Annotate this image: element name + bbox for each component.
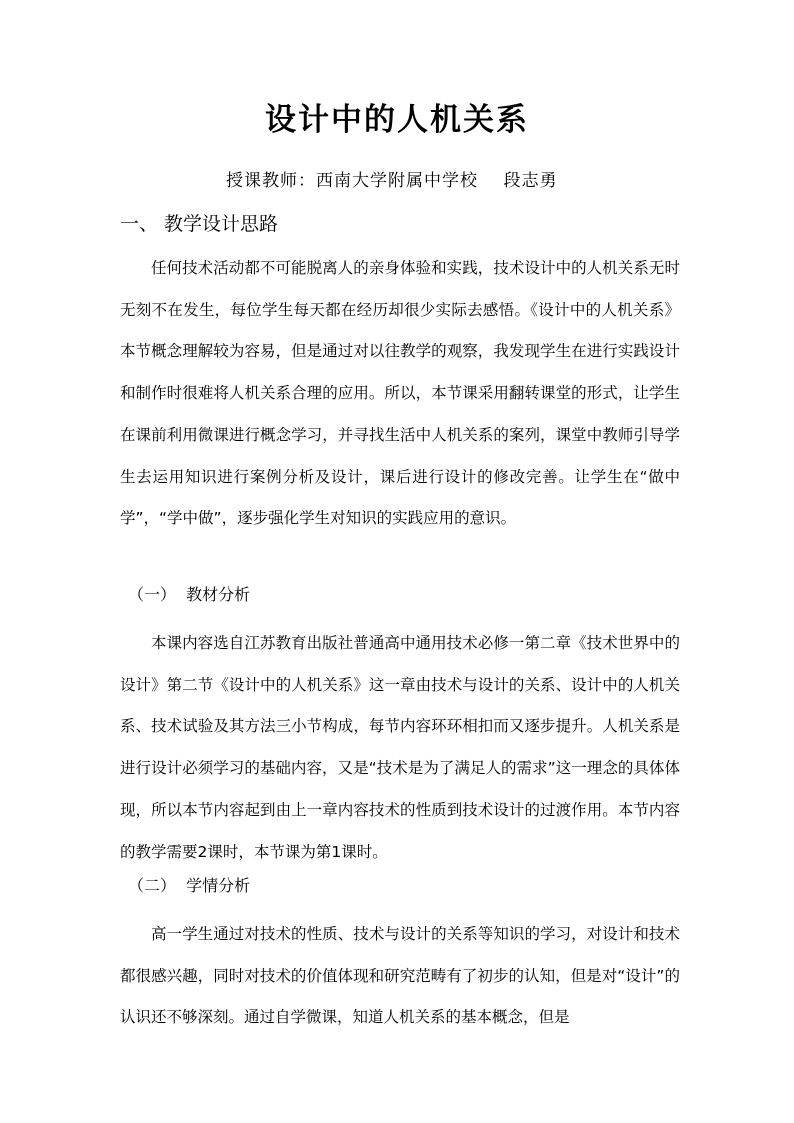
subsection-paragraph-textbook-analysis: 本课内容选自江苏教育出版社普通高中通用技术必修一第二章《技术世界中的设计》第二节《设计中的人机关系》这一章由技术与设计的关系、设计中的人机关系、技术试验及其方法三小节构成，每节内容环环相扣而又逐步提升。人机关系是进行设计必须学习的基础内容，又是“技术是为了满足人的需求”这一理念的具体体现，所以本节内容起到由上一章内容技术的性质到技术设计的过渡作用。本节内容的教学需要2课时，本节课为第1课时。 [120,634,680,861]
section-paragraph-design-ideas: 任何技术活动都不可能脱离人的亲身体验和实践，技术设计中的人机关系无时无刻不在发生，每位学生每天都在经历却很少实际去感悟。《设计中的人机关系》本节概念理解较为容易，但是通过对以往教学的观察，我发现学生在进行实践设计和制作时很难将人机关系合理的应用。所以，本节课采用翻转课堂的形式，让学生在课前利用微课进行概念学习，并寻找生活中人机关系的案列，课堂中教师引导学生去运用知识进行案例分析及设计，课后进行设计的修改完善。让学生在“做中学”，“学中做”，逐步强化学生对知识的实践应用的意识。 [120,259,680,528]
subsection-heading-student-analysis: （二） 学情分析 [128,876,251,895]
page-title: 设计中的人机关系 [265,102,529,138]
subsection-paragraph-student-analysis: 高一学生通过对技术的性质、技术与设计的关系等知识的学习，对设计和技术都很感兴趣，同时对技术的价值体现和研究范畴有了初步的认知，但是对“设计”的认识还不够深刻。通过自学微课，知道人机关系的基本概念，但是 [120,925,680,1027]
teacher-byline: 授课教师：西南大学附属中学校 段志勇 [226,171,558,191]
section-heading-design-ideas: 一、 教学设计思路 [120,213,279,235]
subsection-heading-textbook-analysis: （一） 教材分析 [128,585,251,604]
